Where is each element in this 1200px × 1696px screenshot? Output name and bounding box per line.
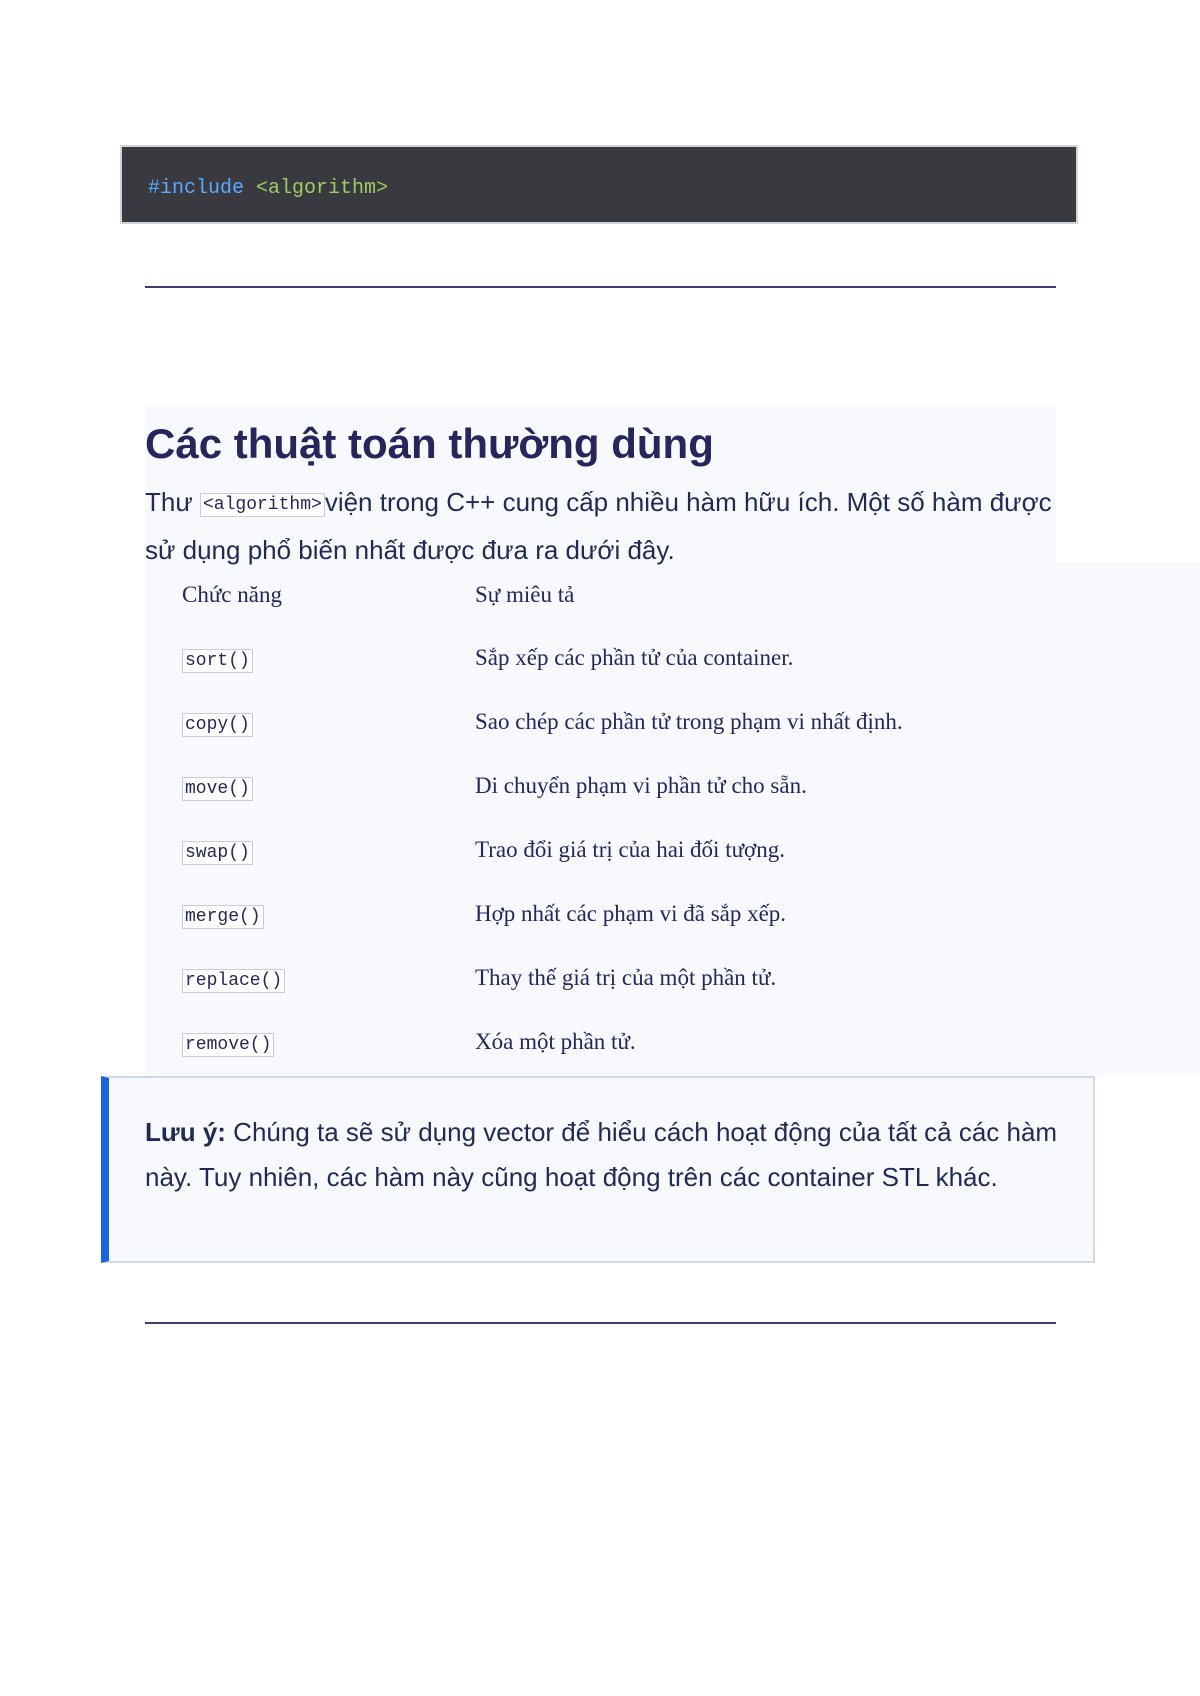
function-name: replace() (182, 969, 285, 993)
intro-text-before: Thư (145, 487, 200, 517)
description-cell: Hợp nhất các phạm vi đã sắp xếp. (475, 901, 787, 926)
intro-inline-code: <algorithm> (200, 493, 325, 517)
function-cell (182, 818, 475, 882)
note-callout (101, 1076, 1095, 1263)
function-cell (182, 690, 475, 754)
code-directive: #include (148, 177, 245, 200)
table-row (182, 882, 1002, 946)
intro-text-after: viện trong C++ cung cấp nhiều hàm hữu ích. Một số hàm được sử dụng phổ biến nhất được đưa ra dưới đây. (145, 487, 1052, 565)
table-row (182, 754, 1002, 818)
function-name: remove() (182, 1033, 274, 1057)
header-description: Sự miêu tả (475, 582, 575, 607)
functions-table (182, 564, 1002, 1074)
top-divider (145, 286, 1056, 288)
function-cell (182, 882, 475, 946)
function-name: move() (182, 777, 253, 801)
description-cell: Sắp xếp các phần tử của container. (475, 645, 794, 670)
table-row (182, 1010, 1002, 1074)
function-cell (182, 626, 475, 690)
table-row (182, 690, 1002, 754)
function-cell (182, 754, 475, 818)
description-cell: Trao đổi giá trị của hai đối tượng. (475, 837, 785, 862)
table-row (182, 818, 1002, 882)
code-header-name: <algorithm> (256, 177, 389, 200)
header-function: Chức năng (182, 582, 282, 607)
code-block (120, 145, 1078, 224)
function-name: sort() (182, 649, 253, 673)
table-row (182, 946, 1002, 1010)
description-cell: Thay thế giá trị của một phần tử. (475, 965, 777, 990)
function-cell (182, 1010, 475, 1074)
code-line (148, 177, 388, 200)
function-name: copy() (182, 713, 253, 737)
function-cell (182, 946, 475, 1010)
bottom-divider (145, 1322, 1056, 1324)
description-cell: Sao chép các phần tử trong phạm vi nhất định. (475, 709, 903, 734)
description-cell: Xóa một phần tử. (475, 1029, 636, 1054)
note-text (145, 1110, 1065, 1200)
note-label: Lưu ý: (145, 1117, 226, 1147)
function-name: merge() (182, 905, 264, 929)
table-row (182, 626, 1002, 690)
function-name: swap() (182, 841, 253, 865)
description-cell: Di chuyển phạm vi phần tử cho sẵn. (475, 773, 807, 798)
section-heading: Các thuật toán thường dùng (145, 420, 714, 467)
table-header-row (182, 564, 1002, 626)
note-body: Chúng ta sẽ sử dụng vector để hiểu cách hoạt động của tất cả các hàm này. Tuy nhiên, các hàm này cũng hoạt động trên các container STL khác. (145, 1117, 1058, 1192)
section-intro (145, 480, 1056, 573)
